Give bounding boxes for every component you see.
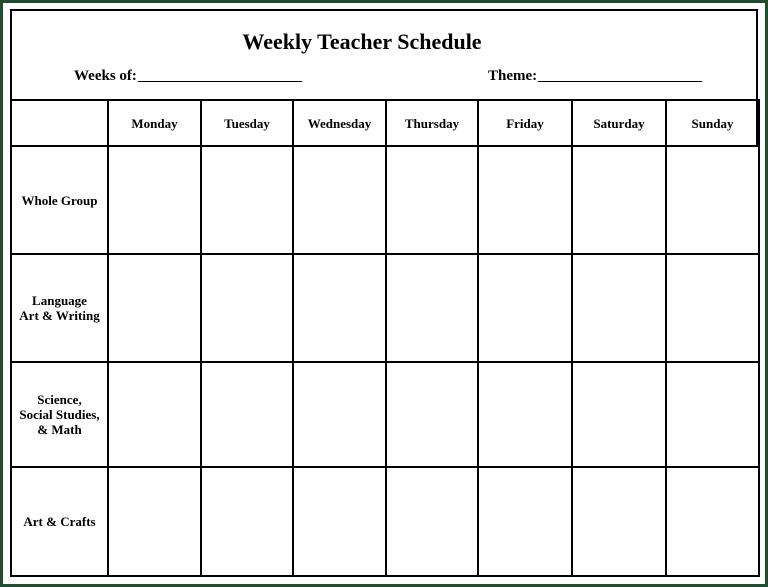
schedule-row-language-art <box>11 254 759 362</box>
schedule-cell[interactable] <box>293 254 386 362</box>
schedule-cell[interactable] <box>201 146 293 254</box>
day-header-row <box>11 100 759 146</box>
schedule-cell[interactable] <box>108 146 201 254</box>
schedule-cell[interactable] <box>572 362 666 467</box>
schedule-cell[interactable] <box>666 146 759 254</box>
day-header-friday: Friday <box>478 100 572 146</box>
schedule-cell[interactable] <box>478 146 572 254</box>
schedule-table <box>10 99 760 577</box>
schedule-cell[interactable] <box>108 467 201 576</box>
row-label-art-crafts: Art & Crafts <box>11 467 108 576</box>
schedule-row-science <box>11 362 759 467</box>
day-header-monday: Monday <box>108 100 201 146</box>
weeks-of-field[interactable] <box>74 67 302 85</box>
row-label-whole-group: Whole Group <box>11 146 108 254</box>
theme-label: Theme: <box>488 68 538 84</box>
schedule-cell[interactable] <box>201 467 293 576</box>
schedule-title: Weekly Teacher Schedule <box>242 29 482 54</box>
schedule-cell[interactable] <box>478 254 572 362</box>
day-header-saturday: Saturday <box>572 100 666 146</box>
schedule-cell[interactable] <box>478 467 572 576</box>
schedule-cell[interactable] <box>293 146 386 254</box>
day-header-thursday: Thursday <box>386 100 478 146</box>
schedule-cell[interactable] <box>386 254 478 362</box>
corner-cell <box>11 100 108 146</box>
theme-blank-line[interactable] <box>538 67 702 82</box>
schedule-cell[interactable] <box>666 467 759 576</box>
schedule-cell[interactable] <box>201 362 293 467</box>
schedule-cell[interactable] <box>108 254 201 362</box>
row-label-science: Science, Social Studies, & Math <box>11 362 108 467</box>
theme-field[interactable] <box>488 67 702 85</box>
page <box>3 3 765 584</box>
day-header-wednesday: Wednesday <box>293 100 386 146</box>
schedule-cell[interactable] <box>666 254 759 362</box>
schedule-cell[interactable] <box>572 146 666 254</box>
schedule-cell[interactable] <box>386 467 478 576</box>
schedule-cell[interactable] <box>386 362 478 467</box>
schedule-cell[interactable] <box>572 254 666 362</box>
weeks-of-label: Weeks of: <box>74 68 137 84</box>
schedule-header <box>12 11 756 100</box>
day-header-tuesday: Tuesday <box>201 100 293 146</box>
schedule-sheet <box>10 9 758 577</box>
schedule-cell[interactable] <box>108 362 201 467</box>
weeks-of-blank-line[interactable] <box>138 67 302 82</box>
schedule-cell[interactable] <box>386 146 478 254</box>
schedule-cell[interactable] <box>201 254 293 362</box>
schedule-cell[interactable] <box>293 467 386 576</box>
schedule-row-art-crafts <box>11 467 759 576</box>
schedule-cell[interactable] <box>478 362 572 467</box>
schedule-cell[interactable] <box>666 362 759 467</box>
day-header-sunday: Sunday <box>666 100 759 146</box>
schedule-cell[interactable] <box>293 362 386 467</box>
schedule-row-whole-group <box>11 146 759 254</box>
schedule-cell[interactable] <box>572 467 666 576</box>
row-label-language-art: Language Art & Writing <box>11 254 108 362</box>
